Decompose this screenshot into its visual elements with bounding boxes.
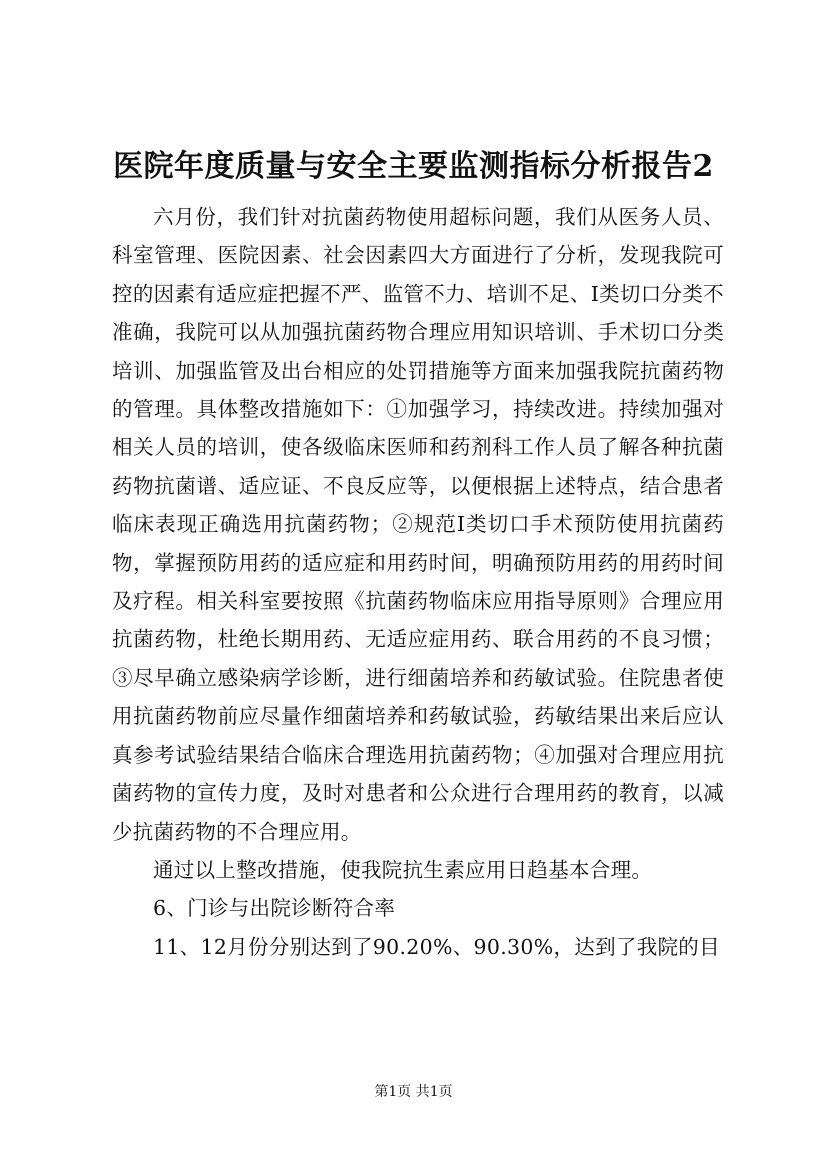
paragraph-diagnosis-rate: 11、12月份分别达到了90.20%、90.30%，达到了我院的目 — [153, 934, 720, 959]
paragraph-rectification-result: 通过以上整改措施，使我院抗生素应用日趋基本合理。 — [153, 857, 653, 882]
paragraph-antibiotic-measures: 六月份，我们针对抗菌药物使用超标问题，我们从医务人员、科室管理、医院因素、社会因素四大方面进行了分析，发现我院可控的因素有适应症把握不严、监管不力、培训不足、Ⅰ类切口分类不准确，我院可以从加强抗菌药物合理应用知识培训、手术切口分类培训、加强监管及出台相应的处罚措施等方面来加强我院抗菌药物的管理。具体整改措施如下：①加强学习，持续改进。持续加强对相关人员的培训，使各级临床医师和药剂科工作人员了解各种抗菌药物抗菌谱、适应证、不良反应等，以便根据上述特点，结合患者临床表现正确选用抗菌药物；②规范Ⅰ类切口手术预防使用抗菌药物，掌握预防用药的适应症和用药时间，明确预防用药的用药时间及疗程。相关科室要按照《抗菌药物临床应用指导原则》合理应用抗菌药物，杜绝长期用药、无适应症用药、联合用药的不良习惯；③尽早确立感染病学诊断，进行细菌培养和药敏试验。住院患者使用抗菌药物前应尽量作细菌培养和药敏试验，药敏结果出来后应认真参考试验结果结合临床合理选用抗菌药物；④加强对合理应用抗菌药物的宣传力度，及时对患者和公众进行合理用药的教育，以减少抗菌药物的不合理应用。 — [112, 205, 724, 844]
document-title: 医院年度质量与安全主要监测指标分析报告2 — [113, 149, 714, 184]
page-footer: 第1页 共1页 — [374, 1084, 453, 1100]
section-heading-diagnosis-rate: 6、门诊与出院诊断符合率 — [153, 896, 396, 921]
document-body — [112, 198, 724, 966]
